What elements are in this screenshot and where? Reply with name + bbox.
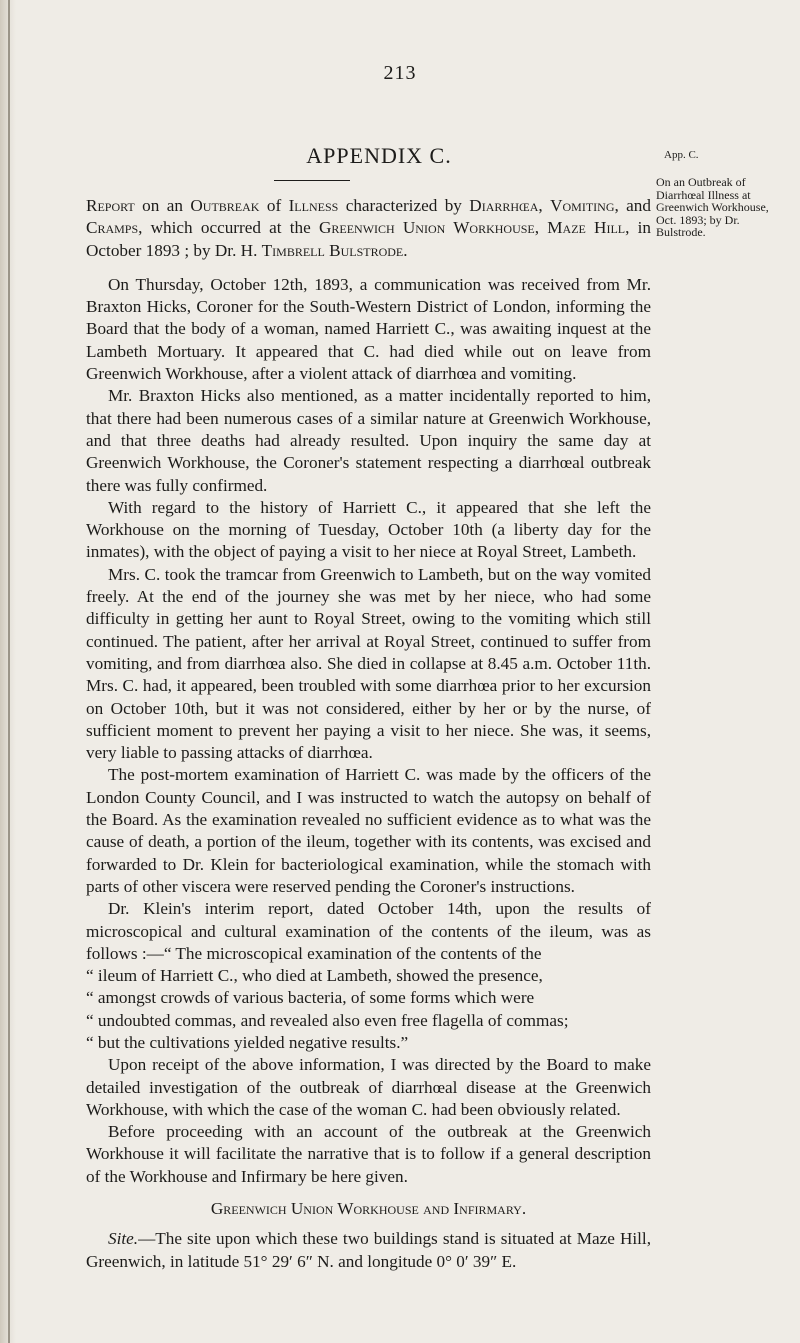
paragraph-site: Site.—The site upon which these two buildings stand is situated at Maze Hill, Greenwich, in latitude 51° 29′ 6″ N. and longitude 0° 0′ 39″ E. bbox=[86, 1229, 651, 1271]
binding-line bbox=[8, 0, 10, 1343]
paragraph-post-mortem: The post-mortem examination of Harriett C. was made by the officers of the London County Council, and I was instructed to watch the autopsy on behalf of the Board. As the examination revealed no sufficient evidence as to what was the cause of death, a portion of the ileum, together with its contents, was excised and forwarded to Dr. Klein for bacteriological examination, while the stomach with parts of other viscera were reserved pending the Coroner's instructions. bbox=[86, 765, 651, 896]
paragraph-klein-report: Dr. Klein's interim report, dated October 14th, upon the results of microscopical and cultural examination of the contents of the ileum, was as follows :—“ The microscopical examination of the contents of the bbox=[86, 899, 651, 963]
title-rule bbox=[274, 180, 350, 181]
paragraph-directed: Upon receipt of the above information, I was directed by the Board to make detailed investigation of the outbreak of diarrhœal disease at the Greenwich Workhouse, with which the case of the woman C. had been obviously related. bbox=[86, 1055, 651, 1119]
main-text bbox=[86, 195, 651, 1273]
site-label: Site. bbox=[108, 1229, 139, 1249]
quote-line: “ ileum of Harriett C., who died at Lambeth, showed the presence, bbox=[86, 966, 543, 986]
running-head-label: App. C. bbox=[664, 149, 699, 161]
margin-sidenote: On an Outbreak of Diarrhœal Illness at Greenwich Workhouse, Oct. 1893; by Dr. Bulstrode. bbox=[656, 175, 769, 239]
quote-line: “ amongst crowds of various bacteria, of some forms which were bbox=[86, 988, 535, 1008]
paragraph-before-proceeding: Before proceeding with an account of the outbreak at the Greenwich Workhouse it will facilitate the narrative that is to follow if a general description of the Workhouse and Infirmary be here given. bbox=[86, 1122, 651, 1186]
quote-line: “ but the cultivations yielded negative results.” bbox=[86, 1032, 409, 1052]
paragraph-coroner-report: Mr. Braxton Hicks also mentioned, as a matter incidentally reported to him, that there had been numerous cases of a similar nature at Greenwich Workhouse, and that three deaths had already resulted. Upon inquiry the same day at Greenwich Workhouse, the Coroner's statement respecting a diarrhœal outbreak there was fully confirmed. bbox=[86, 386, 651, 495]
paragraph-communication: On Thursday, October 12th, 1893, a communication was received from Mr. Braxton Hicks, Coroner for the South-Western District of London, informing the Board that the body of a woman, named Harriett C., was awaiting inquest at the Lambeth Mortuary. It appeared that C. had died while out on leave from Greenwich Workhouse, after a violent attack of diarrhœa and vomiting. bbox=[86, 274, 651, 384]
page-number: 213 bbox=[383, 62, 417, 84]
appendix-title: APPENDIX C. bbox=[306, 143, 452, 168]
paragraph-journey: Mrs. C. took the tramcar from Greenwich to Lambeth, but on the way vomited freely. At the end of the journey she was met by her niece, who had some difficulty in getting her aunt to Royal Street, owing to the vomiting which still continued. The patient, after her arrival at Royal Street, continued to suffer from vomiting, and from diarrhœa also. She died in collapse at 8.45 a.m. October 11th. Mrs. C. had, it appeared, been troubled with some diarrhœa prior to her excursion on October 10th, but it was not considered, either by her or by the nurse, of sufficient moment to prevent her paying a visit to her niece. She was, it seems, very liable to passing attacks of diarrhœa. bbox=[86, 564, 651, 763]
report-title: Report on an Outbreak of Illness characterized by Diarrhœa, Vomiting, and Cramps, which occurred at the Greenwich Union Workhouse, Maze Hill, in October 1893 ; by Dr. H. Timbrell Bulstrode. bbox=[86, 196, 651, 260]
quote-line: “ undoubted commas, and revealed also even free flagella of commas; bbox=[86, 1010, 569, 1030]
section-heading: Greenwich Union Workhouse and Infirmary. bbox=[210, 1199, 527, 1219]
paragraph-history: With regard to the history of Harriett C., it appeared that she left the Workhouse on the morning of Tuesday, October 10th (a liberty day for the inmates), with the object of paying a visit to her niece at Royal Street, Lambeth. bbox=[86, 497, 651, 562]
